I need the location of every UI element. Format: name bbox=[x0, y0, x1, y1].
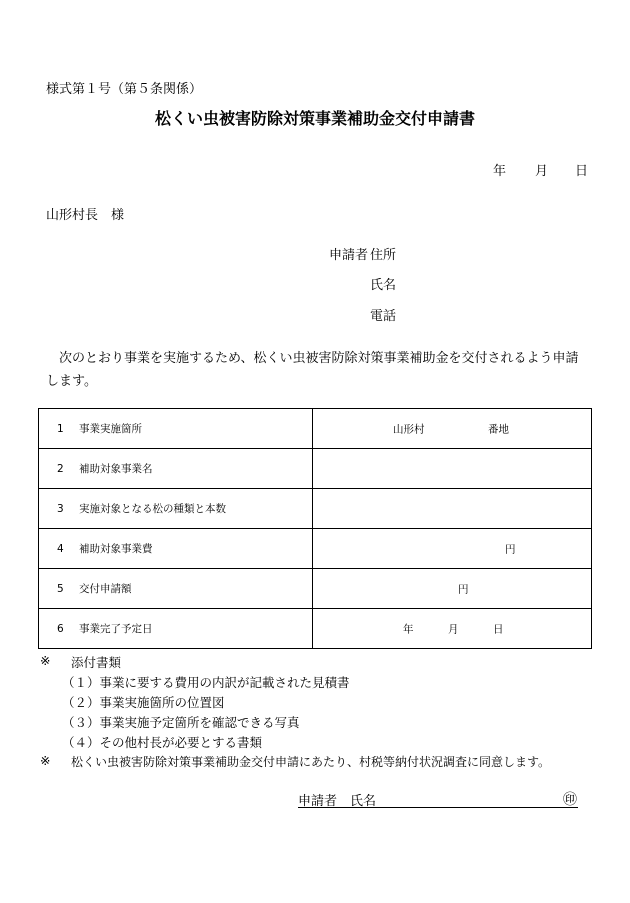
location-cell bbox=[313, 409, 592, 449]
attachments-mark: ※ bbox=[40, 653, 51, 668]
row-number: 3 bbox=[57, 503, 64, 515]
attachment-item: （４）その他村長が必要とする書類 bbox=[62, 735, 263, 750]
attachment-item: （２）事業実施箇所の位置図 bbox=[62, 695, 225, 710]
location-village: 山形村 bbox=[393, 423, 425, 435]
grant-unit: 円 bbox=[458, 583, 469, 595]
form-number: 様式第１号（第５条関係） bbox=[46, 82, 203, 97]
row-label-cell bbox=[39, 529, 313, 569]
cost-unit: 円 bbox=[505, 543, 516, 555]
row-label: 事業実施箇所 bbox=[79, 423, 142, 435]
applicant-name-label: 氏名 bbox=[370, 278, 397, 293]
table-row bbox=[39, 569, 592, 609]
row-label: 事業完了予定日 bbox=[79, 623, 153, 635]
completion-date-cell bbox=[313, 609, 592, 649]
date-month-label: 月 bbox=[535, 164, 549, 179]
attachment-item: （３）事業実施予定箇所を確認できる写真 bbox=[62, 715, 300, 730]
application-statement-text: 次のとおり事業を実施するため、松くい虫被害防除対策事業補助金を交付されるよう申請します。 bbox=[46, 351, 579, 389]
completion-month: 月 bbox=[448, 623, 459, 635]
signature-line bbox=[298, 807, 578, 808]
row-label: 実施対象となる松の種類と本数 bbox=[79, 503, 226, 515]
completion-day: 日 bbox=[493, 623, 504, 635]
row-label-cell bbox=[39, 409, 313, 449]
row-label-cell bbox=[39, 569, 313, 609]
row-label: 交付申請額 bbox=[79, 583, 132, 595]
table-row bbox=[39, 409, 592, 449]
table-row bbox=[39, 529, 592, 569]
row-label-cell bbox=[39, 449, 313, 489]
application-items-table bbox=[38, 408, 592, 649]
signature-label: 申請者 氏名 bbox=[298, 794, 377, 809]
row-number: 1 bbox=[57, 423, 64, 435]
attachments-heading: 添付書類 bbox=[71, 655, 122, 670]
row-number: 5 bbox=[57, 583, 64, 595]
grant-amount-cell bbox=[313, 569, 592, 609]
consent-statement: 松くい虫被害防除対策事業補助金交付申請にあたり、村税等納付状況調査に同意します。 bbox=[71, 755, 551, 769]
row-number: 6 bbox=[57, 623, 64, 635]
addressee: 山形村長 様 bbox=[46, 208, 125, 223]
row-label: 補助対象事業名 bbox=[79, 463, 153, 475]
row-label-cell bbox=[39, 489, 313, 529]
row-number: 2 bbox=[57, 463, 64, 475]
page-title: 松くい虫被害防除対策事業補助金交付申請書 bbox=[154, 109, 475, 128]
applicant-label: 申請者 bbox=[329, 248, 369, 263]
completion-year: 年 bbox=[403, 623, 414, 635]
attachment-item: （１）事業に要する費用の内訳が記載された見積書 bbox=[62, 675, 350, 690]
application-statement bbox=[46, 347, 586, 393]
applicant-address-label: 住所 bbox=[370, 248, 397, 263]
consent-mark: ※ bbox=[40, 753, 51, 768]
location-banchi: 番地 bbox=[488, 423, 509, 435]
date-year-label: 年 bbox=[493, 164, 507, 179]
row-number: 4 bbox=[57, 543, 64, 555]
project-cost-cell bbox=[313, 529, 592, 569]
pine-type-count-cell bbox=[313, 489, 592, 529]
table-row bbox=[39, 449, 592, 489]
seal-mark: ㊞ bbox=[563, 792, 577, 808]
row-label-cell bbox=[39, 609, 313, 649]
row-label: 補助対象事業費 bbox=[79, 543, 153, 555]
applicant-phone-label: 電話 bbox=[370, 309, 397, 324]
table-row bbox=[39, 489, 592, 529]
project-name-cell bbox=[313, 449, 592, 489]
date-day-label: 日 bbox=[575, 164, 589, 179]
table-row bbox=[39, 609, 592, 649]
